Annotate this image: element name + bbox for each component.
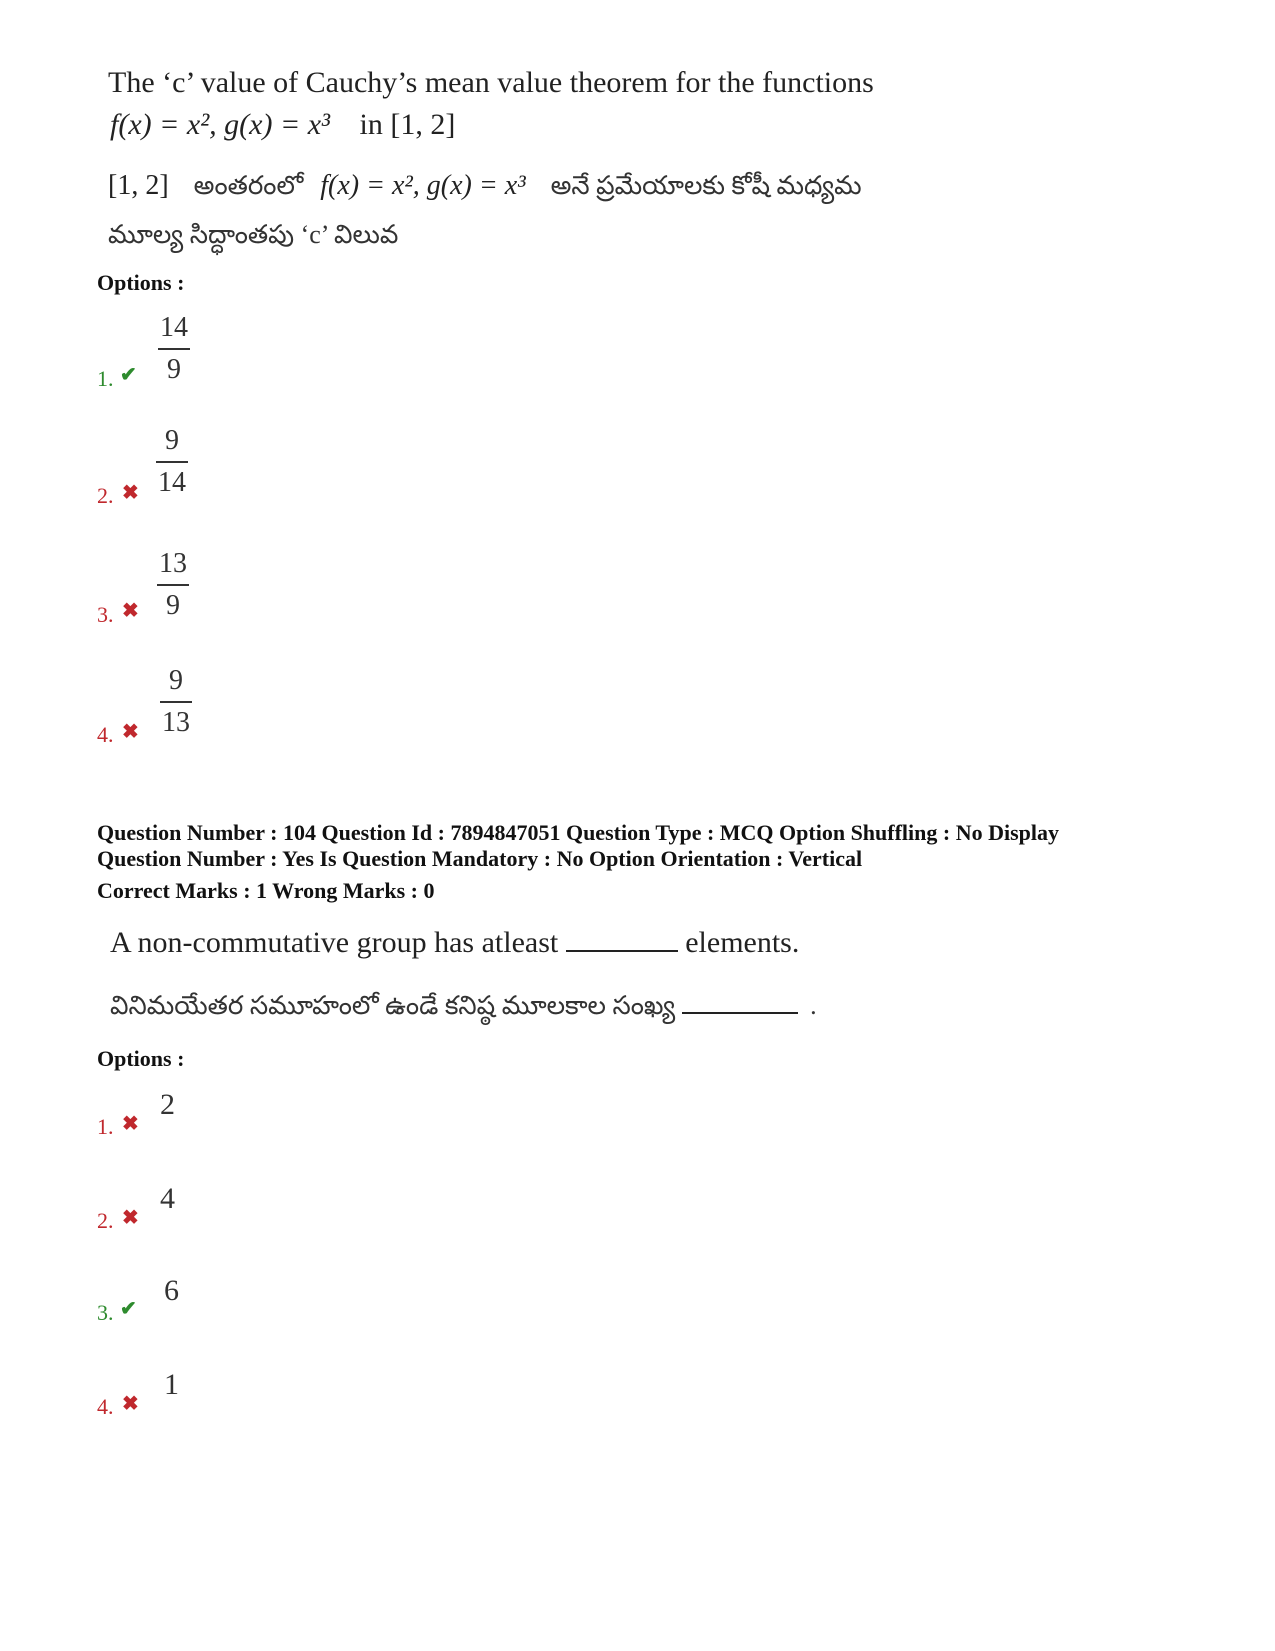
fraction-bar — [160, 701, 192, 703]
option-number: 2. — [97, 1208, 114, 1233]
option-value: 6 — [164, 1274, 179, 1307]
q103-interval: in [1, 2] — [359, 108, 456, 141]
option-number: 3. — [97, 1300, 114, 1325]
fraction-denominator: 14 — [158, 467, 186, 498]
q103-telugu-word: అంతరంలో — [193, 171, 304, 200]
q104-telugu-after: . — [810, 991, 817, 1020]
option-fraction — [157, 550, 189, 620]
q104-english-before: A non-commutative group has atleast — [110, 926, 559, 959]
check-icon: ✔ — [120, 364, 137, 386]
fraction-numerator: 9 — [165, 425, 179, 456]
option-value: 2 — [160, 1088, 175, 1121]
q104-options-label: Options : — [97, 1046, 185, 1071]
answer-blank — [682, 986, 798, 1014]
option-number: 1. — [97, 366, 114, 391]
cross-icon: ✖ — [122, 721, 139, 743]
fraction-denominator: 9 — [166, 590, 180, 621]
cross-icon: ✖ — [122, 1393, 139, 1415]
option-number: 2. — [97, 483, 114, 508]
option-number: 3. — [97, 602, 114, 627]
option-value: 1 — [164, 1368, 179, 1401]
fraction-bar — [157, 584, 189, 586]
q104-meta-line2: Question Number : Yes Is Question Mandatory : No Option Orientation : Vertical — [97, 846, 863, 871]
q103-options-label: Options : — [97, 270, 185, 295]
q103-telugu-rest: అనే ప్రమేయాలకు కోషీ మధ్యమ — [550, 171, 862, 200]
fraction-denominator: 13 — [162, 707, 190, 738]
check-icon: ✔ — [120, 1298, 137, 1320]
cross-icon: ✖ — [122, 1207, 139, 1229]
cross-icon: ✖ — [122, 600, 139, 622]
q104-telugu-line — [110, 986, 817, 1027]
fraction-denominator: 9 — [167, 354, 181, 385]
q104-meta-line1: Question Number : 104 Question Id : 7894847051 Question Type : MCQ Option Shuffling : No Display — [97, 820, 1060, 845]
q104-telugu-before: వినిమయేతర సమూహంలో ఉండే కనిష్ఠ మూలకాల సంఖ్య — [110, 991, 676, 1020]
cross-icon: ✖ — [122, 482, 139, 504]
answer-blank — [566, 924, 678, 952]
q103-telugu-line2: మూల్య సిద్ధాంతపు ‘c’ విలువ — [108, 220, 399, 249]
q103-english-line2 — [110, 108, 455, 142]
option-number: 1. — [97, 1114, 114, 1139]
fraction-bar — [156, 461, 188, 463]
option-fraction — [158, 314, 190, 384]
q104-marks: Correct Marks : 1 Wrong Marks : 0 — [97, 878, 435, 903]
cross-icon: ✖ — [122, 1113, 139, 1135]
q104-english-line — [110, 924, 799, 960]
option-number: 4. — [97, 722, 114, 747]
fraction-numerator: 9 — [169, 665, 183, 696]
q103-english-line1: The ‘c’ value of Cauchy’s mean value theorem for the functions — [108, 66, 874, 99]
option-fraction — [156, 427, 188, 497]
q104-english-after: elements. — [685, 926, 800, 959]
q103-telugu-line1 — [108, 170, 862, 207]
option-number: 4. — [97, 1394, 114, 1419]
fraction-numerator: 13 — [159, 548, 187, 579]
option-fraction — [160, 667, 192, 737]
q103-telugu-interval: [1, 2] — [108, 170, 169, 201]
q103-telugu-math: f(x) = x², g(x) = x³ — [320, 170, 526, 201]
fraction-bar — [158, 348, 190, 350]
q103-functions-math: f(x) = x², g(x) = x³ — [110, 108, 331, 141]
fraction-numerator: 14 — [160, 312, 188, 343]
option-value: 4 — [160, 1182, 175, 1215]
